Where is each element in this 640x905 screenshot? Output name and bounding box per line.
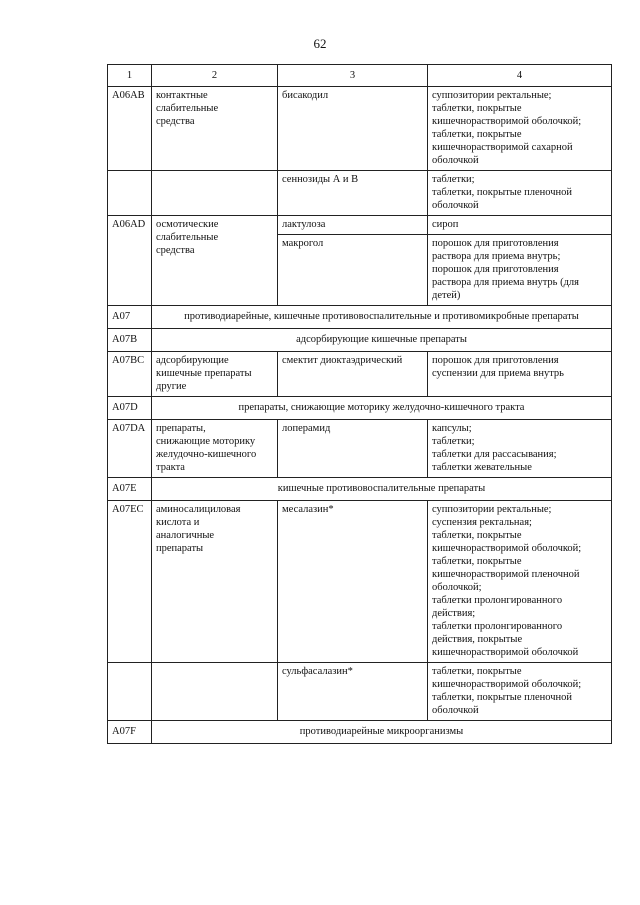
atc-code-cell: A07F <box>108 721 152 744</box>
dosage-forms-cell: порошок для приготовления суспензии для приема внутрь <box>428 352 612 397</box>
table-row <box>108 171 612 216</box>
atc-code-cell: A06AB <box>108 87 152 171</box>
atc-code-cell: A06AD <box>108 216 152 306</box>
table-row <box>108 352 612 397</box>
drug-name-cell: лактулоза <box>278 216 428 235</box>
drug-table <box>107 64 612 744</box>
dosage-forms-cell: порошок для приготовления раствора для приема внутрь; порошок для приготовления раствора для приема внутрь (для детей) <box>428 235 612 306</box>
group-title-cell: противодиарейные микроорганизмы <box>152 721 612 744</box>
atc-code-cell <box>108 171 152 216</box>
group-row <box>108 478 612 501</box>
dosage-forms-cell: суппозитории ректальные; таблетки, покрытые кишечнорастворимой оболочкой; таблетки, покрытые кишечнорастворимой сахарной оболочкой <box>428 87 612 171</box>
column-header: 1 <box>108 65 152 87</box>
group-title-cell: препараты, снижающие моторику желудочно-кишечного тракта <box>152 397 612 420</box>
atc-code-cell <box>108 663 152 721</box>
drug-name-cell: месалазин* <box>278 501 428 663</box>
drug-name-cell: лоперамид <box>278 420 428 478</box>
dosage-forms-cell: суппозитории ректальные; суспензия ректальная; таблетки, покрытые кишечнорастворимой оболочкой; таблетки, покрытые кишечнорастворимой пленочной оболочкой; таблетки пролонгированного действия; таблетки пролонгированного действия, покрытые кишечнорастворимой оболочкой <box>428 501 612 663</box>
group-row <box>108 329 612 352</box>
atc-code-cell: A07E <box>108 478 152 501</box>
dosage-forms-cell: сироп <box>428 216 612 235</box>
group-title-cell: противодиарейные, кишечные противовоспалительные и противомикробные препараты <box>152 306 612 329</box>
group-row <box>108 721 612 744</box>
atc-group-cell <box>152 171 278 216</box>
column-header: 2 <box>152 65 278 87</box>
group-row <box>108 306 612 329</box>
atc-code-cell: A07BC <box>108 352 152 397</box>
column-header: 4 <box>428 65 612 87</box>
dosage-forms-cell: таблетки; таблетки, покрытые пленочной оболочкой <box>428 171 612 216</box>
atc-group-cell: аминосалициловая кислота и аналогичные препараты <box>152 501 278 663</box>
group-title-cell: кишечные противовоспалительные препараты <box>152 478 612 501</box>
atc-group-cell: осмотические слабительные средства <box>152 216 278 306</box>
table-row <box>108 420 612 478</box>
atc-group-cell: препараты, снижающие моторику желудочно-кишечного тракта <box>152 420 278 478</box>
atc-code-cell: A07EC <box>108 501 152 663</box>
table-row <box>108 663 612 721</box>
page-number: 62 <box>313 36 327 51</box>
dosage-forms-cell: таблетки, покрытые кишечнорастворимой оболочкой; таблетки, покрытые пленочной оболочкой <box>428 663 612 721</box>
atc-code-cell: A07D <box>108 397 152 420</box>
drug-name-cell: сульфасалазин* <box>278 663 428 721</box>
drug-name-cell: сеннозиды А и В <box>278 171 428 216</box>
table-body <box>108 65 612 744</box>
atc-code-cell: A07B <box>108 329 152 352</box>
table-header-row <box>108 65 612 87</box>
table-row <box>108 87 612 171</box>
drug-name-cell: бисакодил <box>278 87 428 171</box>
drug-name-cell: макрогол <box>278 235 428 306</box>
atc-group-cell: контактные слабительные средства <box>152 87 278 171</box>
group-row <box>108 397 612 420</box>
atc-code-cell: A07DA <box>108 420 152 478</box>
dosage-forms-cell: капсулы; таблетки; таблетки для рассасывания; таблетки жевательные <box>428 420 612 478</box>
atc-code-cell: A07 <box>108 306 152 329</box>
column-header: 3 <box>278 65 428 87</box>
group-title-cell: адсорбирующие кишечные препараты <box>152 329 612 352</box>
atc-group-cell: адсорбирующие кишечные препараты другие <box>152 352 278 397</box>
atc-group-cell <box>152 663 278 721</box>
table-row <box>108 216 612 235</box>
table-row <box>108 501 612 663</box>
drug-name-cell: смектит диоктаэдрический <box>278 352 428 397</box>
